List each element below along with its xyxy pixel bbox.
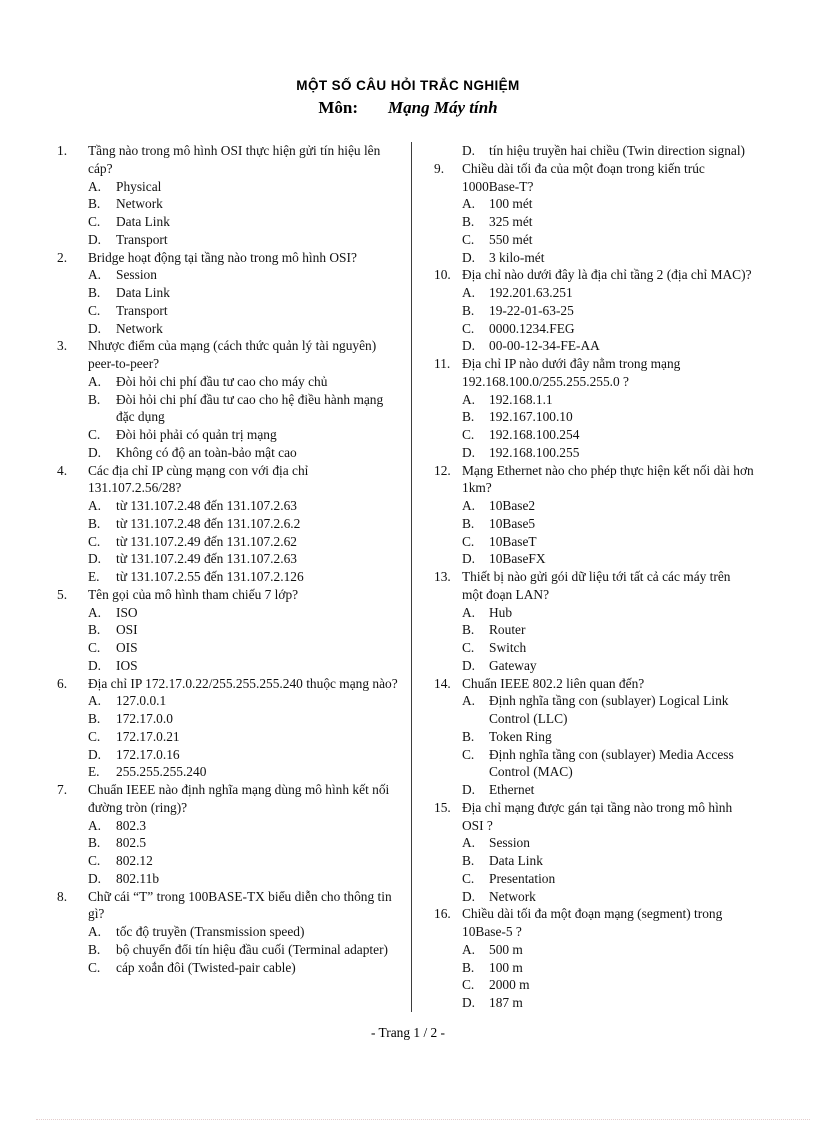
option-text: tín hiệu truyền hai chiều (Twin direction signal) xyxy=(489,143,746,158)
option-text: 172.17.0.16 xyxy=(116,746,180,762)
question xyxy=(57,337,400,461)
answer-option xyxy=(88,746,400,764)
option-text: Gateway xyxy=(489,657,537,673)
answer-option xyxy=(88,178,400,196)
option-text: 192.168.100.255 xyxy=(489,444,580,460)
answer-option xyxy=(462,941,754,959)
question-body xyxy=(462,462,754,569)
page-title: MỘT SỐ CÂU HỎI TRẮC NGHIỆM xyxy=(296,78,520,93)
question-text: Mạng Ethernet nào cho phép thực hiện kết nối dài hơn 1km? xyxy=(462,462,754,496)
option-text: từ 131.107.2.49 đến 131.107.2.63 xyxy=(116,551,297,567)
option-label: B. xyxy=(462,409,475,425)
option-text: 3 kilo-mét xyxy=(489,249,545,265)
answer-option xyxy=(462,870,754,888)
option-label: C. xyxy=(462,640,475,655)
question-number: 16. xyxy=(434,906,451,922)
question xyxy=(57,249,400,338)
answer-option xyxy=(88,568,400,586)
option-label: B. xyxy=(462,622,475,638)
question-number: 4. xyxy=(57,462,68,478)
answer-option xyxy=(88,923,400,941)
question-text: Chữ cái “T” trong 100BASE-TX biểu diễn cho thông tin gì? xyxy=(88,888,392,922)
option-label: A. xyxy=(462,941,476,957)
answer-option xyxy=(462,959,754,977)
question-body xyxy=(88,337,400,461)
option-label: A. xyxy=(462,196,476,212)
question-body xyxy=(462,568,754,675)
question-number xyxy=(434,142,462,160)
answer-option xyxy=(88,763,400,781)
option-text: 187 m xyxy=(489,995,523,1010)
option-text: Đòi hỏi chi phí đầu tư cao cho máy chủ xyxy=(116,373,328,389)
option-text: 0000.1234.FEG xyxy=(489,320,575,336)
option-label: C. xyxy=(88,302,101,318)
option-text: Network xyxy=(116,320,163,336)
answer-option xyxy=(88,391,400,427)
option-text: 2000 m xyxy=(489,977,530,993)
option-text: 172.17.0.0 xyxy=(116,711,173,726)
option-label: D. xyxy=(462,551,476,567)
option-label: D. xyxy=(88,444,102,460)
option-text: bộ chuyển đổi tín hiệu đầu cuối (Terminal adapter) xyxy=(116,941,388,957)
question-body xyxy=(462,355,754,462)
option-label: A. xyxy=(88,178,102,194)
option-label: D. xyxy=(88,231,102,247)
question xyxy=(434,462,754,569)
option-label: A. xyxy=(88,817,102,833)
option-label: C. xyxy=(462,533,475,549)
option-text: OSI xyxy=(116,622,138,638)
option-text: Physical xyxy=(116,178,162,194)
answer-option xyxy=(462,408,754,426)
option-label: D. xyxy=(462,782,476,797)
question-text: Địa chỉ IP nào dưới đây nằm trong mạng 192.168.100.0/255.255.255.0 ? xyxy=(462,356,681,389)
option-text: tốc độ truyền (Transmission speed) xyxy=(116,924,305,939)
subject-name: Mạng Máy tính xyxy=(388,98,498,117)
answer-option xyxy=(88,213,400,231)
question xyxy=(434,568,754,675)
document-header xyxy=(0,0,816,118)
question xyxy=(57,781,400,888)
answer-option xyxy=(88,231,400,249)
option-text: Không có độ an toàn-bảo mật cao xyxy=(116,444,297,460)
answer-option xyxy=(88,444,400,462)
question-text: Chuẩn IEEE nào định nghĩa mạng dùng mô hình kết nối đường tròn (ring)? xyxy=(88,782,390,815)
option-text: 100 m xyxy=(489,959,523,975)
answer-option xyxy=(462,213,754,231)
answer-option xyxy=(462,444,754,462)
option-text: Data Link xyxy=(116,214,170,229)
option-label: C. xyxy=(462,870,475,886)
option-text: cáp xoắn đôi (Twisted-pair cable) xyxy=(116,959,296,975)
question xyxy=(57,888,400,977)
option-text: Presentation xyxy=(489,870,556,886)
answer-option xyxy=(462,142,754,160)
option-text: Hub xyxy=(489,604,513,620)
option-label: A. xyxy=(88,498,102,513)
question-body xyxy=(88,888,400,977)
question-body xyxy=(462,675,754,799)
option-label: D. xyxy=(88,551,102,567)
option-text: Định nghĩa tầng con (sublayer) Logical Link Control (LLC) xyxy=(489,693,729,726)
option-text: 802.11b xyxy=(116,870,160,886)
option-label: B. xyxy=(462,853,475,868)
option-text: Định nghĩa tầng con (sublayer) Media Access Control (MAC) xyxy=(489,746,734,780)
option-text: 802.5 xyxy=(116,835,147,851)
option-text: 500 m xyxy=(489,941,523,957)
answer-option xyxy=(88,692,400,710)
option-text: Session xyxy=(116,267,157,283)
option-text: 192.201.63.251 xyxy=(489,285,573,300)
question-text: Địa chỉ mạng được gán tại tầng nào trong mô hình OSI ? xyxy=(462,799,733,833)
question-body xyxy=(88,675,400,782)
option-text: 00-00-12-34-FE-AA xyxy=(489,338,600,354)
answer-option xyxy=(462,746,754,782)
answer-option xyxy=(462,426,754,444)
option-text: IOS xyxy=(116,657,138,673)
question-number: 6. xyxy=(57,675,68,691)
question xyxy=(57,142,400,249)
option-text: Switch xyxy=(489,640,527,655)
answer-option xyxy=(462,692,754,728)
answer-option xyxy=(462,302,754,320)
option-text: 550 mét xyxy=(489,231,533,247)
option-label: C. xyxy=(88,533,101,549)
question-text: Tầng nào trong mô hình OSI thực hiện gửi tín hiệu lên cáp? xyxy=(88,143,381,176)
option-text: Router xyxy=(489,622,526,638)
option-text: Data Link xyxy=(116,285,170,300)
option-label: C. xyxy=(88,853,101,868)
option-label: B. xyxy=(462,302,475,318)
answer-option xyxy=(88,639,400,657)
question-body xyxy=(462,160,754,267)
question-text: Tên gọi của mô hình tham chiếu 7 lớp? xyxy=(88,586,299,602)
question-body xyxy=(88,586,400,675)
option-text: từ 131.107.2.48 đến 131.107.2.6.2 xyxy=(116,515,301,531)
question-number: 13. xyxy=(434,569,451,584)
answer-option xyxy=(88,959,400,977)
answer-option xyxy=(462,976,754,994)
answer-option xyxy=(462,657,754,675)
option-label: B. xyxy=(462,959,475,975)
option-label: B. xyxy=(88,835,101,851)
question xyxy=(434,799,754,906)
option-label: A. xyxy=(462,604,476,620)
option-label: C. xyxy=(462,320,475,336)
question-body xyxy=(462,142,754,160)
option-text: 100 mét xyxy=(489,196,533,212)
question-text: Chiều dài tối đa của một đoạn trong kiến trúc 1000Base-T? xyxy=(462,160,705,194)
option-label: A. xyxy=(88,924,102,939)
option-label: D. xyxy=(462,249,476,265)
answer-option xyxy=(462,639,754,657)
question-body xyxy=(88,142,400,249)
question-text: Các địa chỉ IP cùng mạng con với địa chỉ 131.107.2.56/28? xyxy=(88,462,309,496)
option-label: A. xyxy=(88,604,102,620)
answer-option xyxy=(88,195,400,213)
option-text: 10BaseT xyxy=(489,533,537,549)
answer-option xyxy=(462,550,754,568)
option-text: Network xyxy=(489,888,536,904)
option-text: Network xyxy=(116,196,163,212)
question-columns xyxy=(0,142,816,1012)
option-label: D. xyxy=(462,338,476,354)
answer-option xyxy=(462,604,754,622)
option-text: Đòi hỏi chi phí đầu tư cao cho hệ điều hành mạng đặc dụng xyxy=(116,391,384,425)
answer-option xyxy=(88,621,400,639)
answer-option xyxy=(88,266,400,284)
answer-option xyxy=(88,657,400,675)
option-text: 19-22-01-63-25 xyxy=(489,302,574,318)
bottom-dotted-rule xyxy=(36,1119,810,1120)
option-label: B. xyxy=(88,391,101,407)
option-label: D. xyxy=(462,444,476,460)
option-text: OIS xyxy=(116,640,138,655)
answer-option xyxy=(462,320,754,338)
question-body xyxy=(462,905,754,1012)
option-text: 802.12 xyxy=(116,853,153,868)
answer-option xyxy=(88,604,400,622)
option-text: Transport xyxy=(116,231,168,247)
option-text: 255.255.255.240 xyxy=(116,764,207,780)
option-label: A. xyxy=(88,267,102,283)
question xyxy=(434,675,754,799)
answer-option xyxy=(88,817,400,835)
option-text: 127.0.0.1 xyxy=(116,693,167,709)
option-label: D. xyxy=(88,746,102,762)
answer-option xyxy=(88,728,400,746)
option-label: D. xyxy=(88,320,102,336)
question-body xyxy=(88,462,400,586)
answer-option xyxy=(88,941,400,959)
option-label: D. xyxy=(88,657,102,673)
option-text: ISO xyxy=(116,604,138,620)
answer-option xyxy=(462,533,754,551)
question-text: Bridge hoạt động tại tầng nào trong mô hình OSI? xyxy=(88,249,357,265)
option-text: 192.167.100.10 xyxy=(489,409,573,425)
answer-option xyxy=(88,284,400,302)
option-label: A. xyxy=(88,693,102,709)
option-label: B. xyxy=(88,711,101,726)
option-text: 10Base5 xyxy=(489,515,536,531)
option-label: C. xyxy=(88,640,101,655)
option-text: 802.3 xyxy=(116,817,147,833)
option-label: A. xyxy=(462,835,476,851)
option-label: B. xyxy=(462,515,475,531)
answer-option xyxy=(462,621,754,639)
question-text: Địa chỉ IP 172.17.0.22/255.255.255.240 thuộc mạng nào? xyxy=(88,675,398,691)
option-label: A. xyxy=(462,693,476,709)
option-label: C. xyxy=(462,746,475,762)
answer-option xyxy=(88,515,400,533)
answer-option xyxy=(88,834,400,852)
subject-label: Môn: xyxy=(318,98,359,117)
option-text: Token Ring xyxy=(489,728,552,744)
option-label: A. xyxy=(462,285,476,300)
question-number: 14. xyxy=(434,675,451,691)
question-number: 2. xyxy=(57,249,68,265)
option-label: D. xyxy=(462,995,476,1010)
answer-option xyxy=(462,888,754,906)
answer-option xyxy=(462,195,754,213)
question-text: Địa chỉ nào dưới đây là địa chỉ tầng 2 (địa chỉ MAC)? xyxy=(462,267,752,283)
question-number: 8. xyxy=(57,888,68,904)
option-text: 172.17.0.21 xyxy=(116,728,180,744)
option-text: từ 131.107.2.49 đến 131.107.2.62 xyxy=(116,533,297,549)
option-label: B. xyxy=(88,285,101,300)
option-label: A. xyxy=(88,373,102,389)
option-label: C. xyxy=(462,427,475,442)
option-text: từ 131.107.2.55 đến 131.107.2.126 xyxy=(116,569,304,584)
answer-option xyxy=(462,852,754,870)
question xyxy=(57,586,400,675)
option-label: E. xyxy=(88,569,100,584)
question-body xyxy=(462,799,754,906)
question-number: 7. xyxy=(57,782,68,797)
question xyxy=(434,266,754,355)
question-column-left xyxy=(0,142,411,1012)
option-label: B. xyxy=(88,515,101,531)
question-text: Chiều dài tối đa một đoạn mạng (segment) trong 10Base-5 ? xyxy=(462,906,723,939)
answer-option xyxy=(88,320,400,338)
question xyxy=(434,355,754,462)
answer-option xyxy=(88,426,400,444)
option-text: Ethernet xyxy=(489,782,535,797)
answer-option xyxy=(462,337,754,355)
answer-option xyxy=(462,994,754,1012)
answer-option xyxy=(88,710,400,728)
question-number: 15. xyxy=(434,799,451,815)
question-column-right xyxy=(412,142,816,1012)
question-text: Chuẩn IEEE 802.2 liên quan đến? xyxy=(462,675,645,691)
option-text: Đòi hỏi phải có quản trị mạng xyxy=(116,427,277,442)
subject-line xyxy=(0,98,816,118)
answer-option xyxy=(462,515,754,533)
option-label: C. xyxy=(88,728,101,744)
answer-option xyxy=(462,834,754,852)
option-label: D. xyxy=(88,870,102,886)
question-number: 3. xyxy=(57,338,68,354)
question-body xyxy=(88,249,400,338)
answer-option xyxy=(88,533,400,551)
option-label: A. xyxy=(462,498,476,513)
option-label: B. xyxy=(88,196,101,212)
option-text: 192.168.1.1 xyxy=(489,391,553,407)
question-number: 1. xyxy=(57,143,68,158)
option-text: Transport xyxy=(116,302,168,318)
option-label: C. xyxy=(462,231,475,247)
answer-option xyxy=(462,284,754,302)
option-label: B. xyxy=(462,728,475,744)
question-number: 12. xyxy=(434,462,451,478)
option-label: D. xyxy=(462,657,476,673)
question-number: 9. xyxy=(434,160,445,176)
question-number: 5. xyxy=(57,586,68,602)
option-label: C. xyxy=(462,977,475,993)
option-label: E. xyxy=(88,764,100,780)
answer-option xyxy=(88,870,400,888)
answer-option xyxy=(88,852,400,870)
question-number: 11. xyxy=(434,356,451,371)
answer-option xyxy=(88,497,400,515)
option-label: B. xyxy=(88,622,101,638)
page-number-footer: - Trang 1 / 2 - xyxy=(370,1024,446,1040)
answer-option xyxy=(462,728,754,746)
question xyxy=(57,462,400,586)
answer-option xyxy=(88,550,400,568)
option-text: 10BaseFX xyxy=(489,551,546,567)
question-text: Thiết bị nào gửi gói dữ liệu tới tất cả các máy trên một đoạn LAN? xyxy=(462,569,731,602)
option-text: Data Link xyxy=(489,853,543,868)
answer-option xyxy=(462,391,754,409)
question-continuation xyxy=(434,142,754,160)
option-label: B. xyxy=(462,214,475,229)
answer-option xyxy=(462,497,754,515)
question xyxy=(434,160,754,267)
option-label: C. xyxy=(88,427,101,442)
option-text: 192.168.100.254 xyxy=(489,427,580,442)
answer-option xyxy=(462,781,754,799)
option-text: 325 mét xyxy=(489,214,533,229)
option-label: D. xyxy=(462,888,476,904)
answer-option xyxy=(462,249,754,267)
option-label: C. xyxy=(88,959,101,975)
option-label: D. xyxy=(462,143,476,158)
question xyxy=(434,905,754,1012)
option-label: B. xyxy=(88,941,101,957)
answer-option xyxy=(88,373,400,391)
question-text: Nhược điểm của mạng (cách thức quản lý tài nguyên) peer-to-peer? xyxy=(88,338,377,371)
question-body xyxy=(88,781,400,888)
option-text: từ 131.107.2.48 đến 131.107.2.63 xyxy=(116,498,297,513)
question-number: 10. xyxy=(434,267,451,283)
question xyxy=(57,675,400,782)
option-text: 10Base2 xyxy=(489,498,536,513)
answer-option xyxy=(462,231,754,249)
answer-option xyxy=(88,302,400,320)
option-label: C. xyxy=(88,214,101,229)
option-label: A. xyxy=(462,391,476,407)
option-text: Session xyxy=(489,835,530,851)
question-body xyxy=(462,266,754,355)
